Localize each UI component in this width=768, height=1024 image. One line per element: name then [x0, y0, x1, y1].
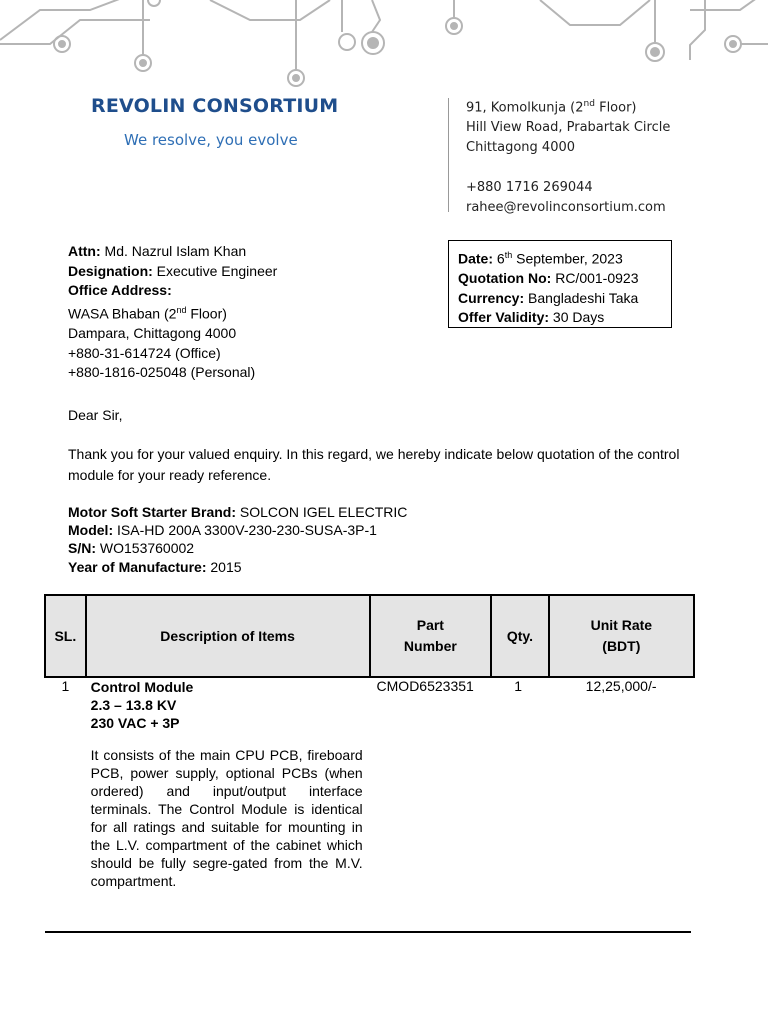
- attn-line: Attn: Md. Nazrul Islam Khan: [68, 243, 247, 259]
- greeting: Dear Sir,: [68, 407, 123, 423]
- header-part-number: Part Number: [370, 595, 492, 677]
- circuit-decoration: [0, 0, 768, 90]
- address-line-3: Chittagong 4000: [466, 140, 576, 156]
- address-line-2: Hill View Road, Prabartak Circle: [466, 120, 671, 136]
- header-qty: Qty.: [491, 595, 548, 677]
- company-phone: +880 1716 269044: [466, 180, 593, 196]
- company-tagline: We resolve, you evolve: [124, 131, 298, 149]
- equipment-specs: [68, 503, 407, 576]
- office-address-line-1: WASA Bhaban (2nd Floor): [68, 304, 227, 322]
- row-sl: 1: [61, 678, 70, 694]
- table-bottom-rule: [45, 931, 691, 933]
- row-unit-rate: 12,25,000/-: [585, 678, 657, 694]
- table-row: [45, 677, 694, 890]
- personal-phone: +880-1816-025048 (Personal): [68, 364, 256, 381]
- currency-line: Currency: Bangladeshi Taka: [458, 289, 639, 306]
- row-qty: 1: [514, 678, 522, 694]
- company-name: REVOLIN CONSORTIUM: [91, 95, 339, 117]
- offer-validity-line: Offer Validity: 30 Days: [458, 309, 605, 326]
- table-header-row: [45, 595, 694, 677]
- address-line-1: 91, Komolkunja (2nd Floor): [466, 99, 637, 116]
- row-description: [86, 677, 370, 890]
- office-address-label: Office Address:: [68, 282, 172, 299]
- designation-line: Designation: Executive Engineer: [68, 262, 278, 279]
- office-phone: +880-31-614724 (Office): [68, 344, 221, 361]
- row-part-number: CMOD6523351: [376, 678, 474, 694]
- client-block: [68, 242, 277, 383]
- model-line: Model: ISA-HD 200A 3300V-230-230-SUSA-3P-1: [68, 522, 377, 539]
- serial-number-line: S/N: WO153760002: [68, 540, 195, 557]
- item-title: Control Module: [90, 679, 194, 695]
- item-voltage: 2.3 – 13.8 KV: [90, 697, 177, 713]
- header-description: Description of Items: [86, 595, 370, 677]
- company-email[interactable]: rahee@revolinconsortium.com: [466, 200, 666, 216]
- quotation-table: [44, 594, 695, 890]
- header-sl: SL.: [45, 595, 86, 677]
- item-supply: 230 VAC + 3P: [90, 715, 180, 731]
- date-line: Date: 6th September, 2023: [458, 250, 623, 267]
- item-description: It consists of the main CPU PCB, fireboard PCB, power supply, optional PCBs (when ordered) and input/output interface terminals. The Control Module is identical for all ratings and suitable for mounting in the L.V. compartment of the cabinet which should be fully segre-gated from the M.V. compartment.: [90, 747, 363, 889]
- brand-line: Motor Soft Starter Brand: SOLCON IGEL ELECTRIC: [68, 504, 408, 520]
- address-divider: [448, 98, 449, 212]
- quotation-number-line: Quotation No: RC/001-0923: [458, 270, 639, 287]
- office-address-line-2: Dampara, Chittagong 4000: [68, 325, 237, 342]
- year-of-manufacture-line: Year of Manufacture: 2015: [68, 558, 242, 575]
- company-address: [466, 94, 670, 218]
- header-unit-rate: Unit Rate (BDT): [549, 595, 694, 677]
- quotation-info-box: [448, 240, 672, 328]
- intro-paragraph: Thank you for your valued enquiry. In this regard, we hereby indicate below quotation of the control module for your ready reference.: [68, 446, 680, 483]
